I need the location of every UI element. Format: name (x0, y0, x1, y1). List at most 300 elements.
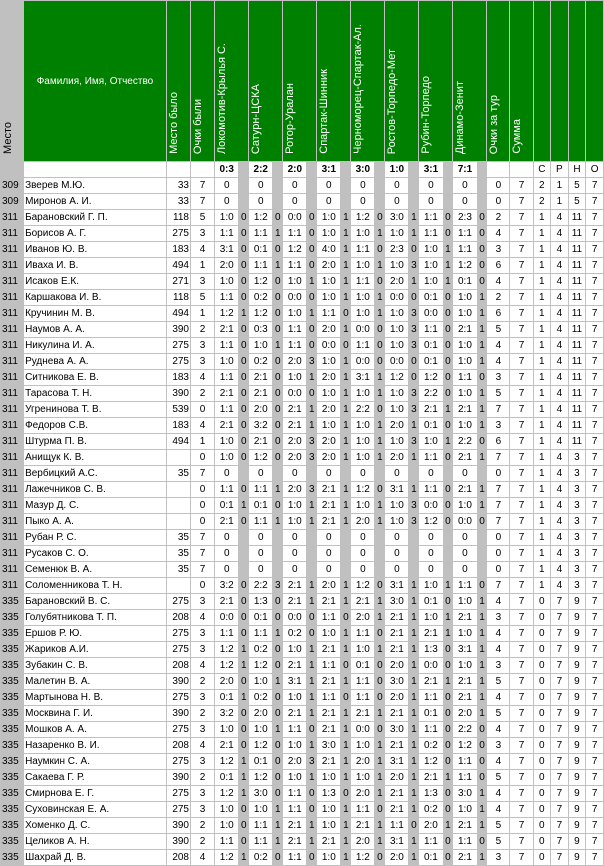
prediction-cell: 1:0 (317, 290, 341, 306)
sum-cell: 7 (510, 754, 533, 770)
prediction-cell: 0 (215, 194, 239, 210)
stat-n-cell: 9 (568, 754, 586, 770)
tour-points-cell: 7 (487, 402, 510, 418)
name-cell: Федоров С.В. (24, 418, 167, 434)
prediction-cell: 1:0 (215, 722, 239, 738)
was-place-cell: 35 (166, 530, 190, 546)
prediction-points-cell: 0 (443, 738, 453, 754)
header-sum: Сумма (510, 1, 533, 162)
stat-n-cell: 5 (568, 178, 586, 194)
name-cell: Суховинская Е. А. (24, 802, 167, 818)
place-cell: 335 (1, 850, 24, 866)
prediction-points-cell: 0 (239, 290, 249, 306)
name-cell: Барановский В. С. (24, 594, 167, 610)
prediction-points-cell: 1 (307, 578, 317, 594)
prediction-points-cell: 3 (409, 434, 419, 450)
prediction-cell: 1:2 (249, 274, 273, 290)
sum-cell: 7 (510, 370, 533, 386)
was-points-cell: 2 (191, 834, 215, 850)
was-points-cell: 1 (191, 258, 215, 274)
was-points-cell: 7 (191, 546, 215, 562)
stat-o-cell: 7 (586, 386, 604, 402)
prediction-cell: 2:2 (419, 386, 443, 402)
tour-points-cell: 3 (487, 242, 510, 258)
prediction-cell: 0 (283, 466, 307, 482)
stat-n-cell: 11 (568, 338, 586, 354)
stat-r-cell: 7 (551, 802, 569, 818)
was-place-cell: 390 (166, 818, 190, 834)
prediction-points-cell (375, 178, 385, 194)
prediction-points-cell: 0 (443, 786, 453, 802)
prediction-cell: 1:2 (249, 738, 273, 754)
prediction-points-cell: 0 (443, 386, 453, 402)
stat-s-cell: 1 (533, 354, 551, 370)
prediction-cell: 1:2 (351, 210, 375, 226)
prediction-cell: 1:2 (249, 658, 273, 674)
prediction-cell: 1:1 (419, 722, 443, 738)
prediction-cell: 0 (385, 530, 409, 546)
stat-o-cell: 7 (586, 498, 604, 514)
name-cell: Ершов Р. Ю. (24, 626, 167, 642)
prediction-cell: 1:1 (215, 402, 239, 418)
prediction-points-cell: 1 (477, 690, 487, 706)
prediction-cell: 3:1 (351, 370, 375, 386)
stat-s-cell: 1 (533, 322, 551, 338)
sum-cell: 7 (510, 290, 533, 306)
prediction-cell: 0 (453, 562, 477, 578)
stat-o-cell: 7 (586, 258, 604, 274)
prediction-points-cell: 1 (477, 658, 487, 674)
prediction-points-cell: 0 (239, 402, 249, 418)
stat-r-cell: 7 (551, 610, 569, 626)
prediction-points-cell: 0 (239, 210, 249, 226)
prediction-points-cell: 1 (307, 690, 317, 706)
prediction-points-cell: 0 (273, 290, 283, 306)
place-cell: 311 (1, 338, 24, 354)
prediction-cell: 0:2 (249, 290, 273, 306)
stat-n-cell: 11 (568, 322, 586, 338)
stat-r-cell: 4 (551, 546, 569, 562)
stat-r-cell: 1 (551, 178, 569, 194)
prediction-points-cell (273, 178, 283, 194)
prediction-points-cell: 0 (341, 338, 351, 354)
prediction-points-cell: 0 (307, 338, 317, 354)
prediction-cell: 1:0 (317, 626, 341, 642)
prediction-points-cell: 0 (273, 354, 283, 370)
prediction-cell: 3:2 (215, 706, 239, 722)
prediction-cell: 1:1 (419, 322, 443, 338)
prediction-cell: 2:3 (385, 242, 409, 258)
prediction-cell: 2:0 (453, 706, 477, 722)
stat-o-cell: 7 (586, 626, 604, 642)
prediction-cell: 2:0 (317, 450, 341, 466)
stat-o-cell: 7 (586, 738, 604, 754)
prediction-cell: 1:0 (317, 418, 341, 434)
tour-points-cell: 2 (487, 290, 510, 306)
prediction-cell: 2:0 (317, 258, 341, 274)
prediction-points-cell: 0 (375, 802, 385, 818)
separator (239, 162, 249, 178)
prediction-cell: 1:1 (215, 482, 239, 498)
tour-points-cell: 4 (487, 642, 510, 658)
table-row (1, 770, 604, 786)
prediction-points-cell: 1 (375, 434, 385, 450)
prediction-cell: 1:0 (419, 258, 443, 274)
prediction-cell: 2:1 (283, 834, 307, 850)
prediction-points-cell: 1 (409, 738, 419, 754)
separator (307, 162, 317, 178)
prediction-points-cell: 1 (273, 626, 283, 642)
stat-n-cell: 9 (568, 850, 586, 866)
stat-n-cell: 11 (568, 386, 586, 402)
prediction-cell: 1:1 (215, 338, 239, 354)
prediction-cell: 0 (419, 562, 443, 578)
stat-s-cell: 2 (533, 194, 551, 210)
prediction-cell: 1:0 (453, 338, 477, 354)
prediction-points-cell: 1 (409, 210, 419, 226)
prediction-cell: 0:0 (419, 306, 443, 322)
prediction-points-cell: 0 (273, 242, 283, 258)
prediction-cell: 1:0 (249, 802, 273, 818)
stat-o-cell: 7 (586, 658, 604, 674)
prediction-cell: 1:1 (351, 690, 375, 706)
was-points-cell: 1 (191, 306, 215, 322)
was-points-cell: 0 (191, 578, 215, 594)
prediction-cell: 1:1 (283, 322, 307, 338)
stat-header-r: Р (551, 162, 569, 178)
tour-points-cell: 4 (487, 626, 510, 642)
table-row (1, 258, 604, 274)
tour-points-cell: 5 (487, 818, 510, 834)
table-row (1, 610, 604, 626)
stat-o-cell: 7 (586, 418, 604, 434)
prediction-points-cell: 0 (375, 338, 385, 354)
prediction-cell: 1:0 (453, 306, 477, 322)
header-match-1: Локомотив-Крылья С. (215, 1, 249, 162)
prediction-cell: 0:0 (283, 610, 307, 626)
prediction-cell: 1:1 (317, 658, 341, 674)
prediction-points-cell: 0 (273, 642, 283, 658)
tour-points-cell: 4 (487, 786, 510, 802)
table-row (1, 722, 604, 738)
prediction-points-cell: 1 (239, 690, 249, 706)
prediction-points-cell: 1 (273, 674, 283, 690)
was-place-cell: 275 (166, 594, 190, 610)
prediction-points-cell: 1 (307, 370, 317, 386)
stat-r-cell: 4 (551, 322, 569, 338)
prediction-points-cell: 1 (443, 610, 453, 626)
stat-o-cell: 7 (586, 754, 604, 770)
prediction-points-cell: 0 (443, 594, 453, 610)
prediction-points-cell (307, 178, 317, 194)
prediction-points-cell (409, 546, 419, 562)
was-place-cell (166, 450, 190, 466)
prediction-points-cell: 0 (443, 482, 453, 498)
prediction-cell: 0:0 (283, 386, 307, 402)
prediction-points-cell (375, 466, 385, 482)
stat-s-cell: 1 (533, 242, 551, 258)
prediction-points-cell: 1 (375, 514, 385, 530)
stat-r-cell: 4 (551, 258, 569, 274)
name-cell: Мошков А. А. (24, 722, 167, 738)
prediction-cell: 1:0 (351, 738, 375, 754)
prediction-cell: 1:0 (249, 674, 273, 690)
stat-r-cell: 7 (551, 738, 569, 754)
table-row (1, 450, 604, 466)
prediction-cell: 2:2 (249, 578, 273, 594)
prediction-cell: 0:1 (215, 770, 239, 786)
was-place-cell: 275 (166, 690, 190, 706)
prediction-cell: 2:1 (385, 706, 409, 722)
prediction-points-cell: 1 (341, 850, 351, 866)
stat-o-cell: 7 (586, 434, 604, 450)
place-cell: 311 (1, 418, 24, 434)
was-place-cell: 33 (166, 194, 190, 210)
prediction-points-cell: 0 (307, 610, 317, 626)
name-cell: Борисов А. Г. (24, 226, 167, 242)
prediction-cell: 0:1 (419, 418, 443, 434)
prediction-points-cell (239, 466, 249, 482)
was-points-cell: 0 (191, 402, 215, 418)
prediction-points-cell: 0 (477, 834, 487, 850)
prediction-cell: 1:0 (385, 338, 409, 354)
prediction-cell: 3:1 (283, 674, 307, 690)
prediction-cell: 1:2 (419, 370, 443, 386)
stat-o-cell: 7 (586, 578, 604, 594)
prediction-cell: 1:0 (283, 642, 307, 658)
was-points-cell: 0 (191, 482, 215, 498)
prediction-cell: 1:0 (351, 226, 375, 242)
prediction-points-cell: 0 (375, 322, 385, 338)
stat-o-cell: 7 (586, 290, 604, 306)
prediction-cell: 0:0 (317, 338, 341, 354)
was-points-cell: 3 (191, 226, 215, 242)
stat-s-cell: 1 (533, 338, 551, 354)
place-cell: 335 (1, 706, 24, 722)
prediction-points-cell: 1 (239, 786, 249, 802)
prediction-cell: 2:0 (215, 674, 239, 690)
table-row (1, 242, 604, 258)
stat-r-cell: 7 (551, 642, 569, 658)
place-cell: 311 (1, 210, 24, 226)
was-points-cell: 0 (191, 450, 215, 466)
prediction-points-cell: 0 (307, 386, 317, 402)
tour-points-cell: 6 (487, 306, 510, 322)
prediction-points-cell: 0 (443, 514, 453, 530)
prediction-cell: 1:0 (351, 290, 375, 306)
prediction-cell: 2:0 (317, 434, 341, 450)
stat-s-cell: 0 (533, 738, 551, 754)
name-cell: Угренинова Т. В. (24, 402, 167, 418)
prediction-cell: 0 (419, 530, 443, 546)
stat-o-cell: 7 (586, 722, 604, 738)
prediction-points-cell: 1 (477, 802, 487, 818)
prediction-points-cell: 1 (477, 418, 487, 434)
stat-n-cell: 3 (568, 578, 586, 594)
prediction-points-cell: 0 (341, 610, 351, 626)
prediction-cell: 0 (283, 546, 307, 562)
prediction-points-cell: 1 (341, 498, 351, 514)
tour-points-cell: 5 (487, 770, 510, 786)
prediction-points-cell (307, 194, 317, 210)
prediction-cell: 1:2 (215, 658, 239, 674)
prediction-points-cell: 1 (409, 642, 419, 658)
prediction-points-cell: 1 (477, 626, 487, 642)
prediction-points-cell: 1 (341, 418, 351, 434)
sum-cell: 7 (510, 514, 533, 530)
sum-cell: 7 (510, 706, 533, 722)
prediction-cell: 1:1 (385, 818, 409, 834)
prediction-points-cell: 1 (375, 386, 385, 402)
prediction-points-cell: 1 (409, 722, 419, 738)
prediction-points-cell: 0 (443, 290, 453, 306)
table-row (1, 418, 604, 434)
prediction-cell: 2:1 (453, 450, 477, 466)
table-row (1, 674, 604, 690)
match-result: 2:2 (249, 162, 273, 178)
sum-cell: 7 (510, 850, 533, 866)
was-points-cell: 7 (191, 194, 215, 210)
prediction-cell: 0:1 (453, 274, 477, 290)
prediction-cell: 1:0 (215, 210, 239, 226)
prediction-cell: 2:0 (351, 834, 375, 850)
prediction-points-cell: 1 (409, 274, 419, 290)
place-cell: 311 (1, 290, 24, 306)
prediction-points-cell: 1 (307, 770, 317, 786)
prediction-cell: 2:1 (249, 386, 273, 402)
prediction-cell: 1:0 (351, 434, 375, 450)
sum-cell: 7 (510, 770, 533, 786)
prediction-cell: 0 (385, 466, 409, 482)
prediction-cell: 2:1 (385, 610, 409, 626)
prediction-points-cell: 0 (375, 850, 385, 866)
prediction-cell: 3:1 (453, 642, 477, 658)
prediction-points-cell: 3 (307, 754, 317, 770)
prediction-cell: 2:0 (385, 690, 409, 706)
stat-r-cell: 1 (551, 194, 569, 210)
prediction-points-cell: 1 (341, 386, 351, 402)
prediction-points-cell: 0 (273, 370, 283, 386)
place-cell: 311 (1, 530, 24, 546)
place-cell: 311 (1, 402, 24, 418)
prediction-points-cell: 0 (239, 226, 249, 242)
prediction-points-cell: 1 (443, 402, 453, 418)
prediction-points-cell: 0 (239, 706, 249, 722)
prediction-cell: 1:1 (215, 370, 239, 386)
stat-r-cell: 4 (551, 210, 569, 226)
prediction-points-cell: 0 (239, 802, 249, 818)
prediction-points-cell: 0 (239, 818, 249, 834)
place-cell: 311 (1, 370, 24, 386)
tour-points-cell: 5 (487, 674, 510, 690)
prediction-points-cell: 1 (341, 802, 351, 818)
stat-r-cell: 7 (551, 818, 569, 834)
prediction-points-cell: 0 (443, 498, 453, 514)
prediction-points-cell: 0 (443, 850, 453, 866)
stat-r-cell: 4 (551, 562, 569, 578)
was-place-cell (166, 498, 190, 514)
prediction-points-cell: 0 (443, 226, 453, 242)
header-stat-blank (568, 1, 586, 162)
was-place-cell: 33 (166, 178, 190, 194)
stat-o-cell: 7 (586, 546, 604, 562)
place-cell: 311 (1, 242, 24, 258)
prediction-points-cell: 0 (477, 738, 487, 754)
stat-n-cell: 3 (568, 450, 586, 466)
prediction-cell: 1:1 (453, 242, 477, 258)
sum-cell: 7 (510, 354, 533, 370)
prediction-points-cell: 1 (409, 482, 419, 498)
prediction-cell: 0 (351, 546, 375, 562)
results-row-blank (24, 162, 167, 178)
tour-points-cell: 5 (487, 706, 510, 722)
stat-s-cell: 0 (533, 722, 551, 738)
prediction-points-cell: 1 (477, 482, 487, 498)
prediction-points-cell (239, 530, 249, 546)
prediction-cell: 2:1 (351, 594, 375, 610)
prediction-points-cell: 3 (409, 402, 419, 418)
stat-r-cell: 4 (551, 450, 569, 466)
name-cell: Сакаева Г. Р. (24, 770, 167, 786)
prediction-cell: 1:1 (419, 482, 443, 498)
prediction-points-cell: 1 (273, 722, 283, 738)
prediction-points-cell: 0 (273, 786, 283, 802)
prediction-cell: 0 (351, 466, 375, 482)
stat-o-cell: 7 (586, 610, 604, 626)
table-row (1, 338, 604, 354)
prediction-points-cell: 0 (477, 258, 487, 274)
name-cell: Руднева А. А. (24, 354, 167, 370)
stat-o-cell: 7 (586, 674, 604, 690)
prediction-points-cell (477, 466, 487, 482)
table-row (1, 754, 604, 770)
prediction-cell: 1:3 (317, 786, 341, 802)
stat-s-cell: 1 (533, 226, 551, 242)
prediction-cell: 0:1 (249, 610, 273, 626)
prediction-points-cell: 0 (273, 770, 283, 786)
prediction-cell: 2:0 (385, 450, 409, 466)
prediction-cell: 0 (215, 546, 239, 562)
place-cell: 311 (1, 482, 24, 498)
tour-points-cell: 4 (487, 754, 510, 770)
prediction-cell: 3:2 (215, 578, 239, 594)
prediction-points-cell: 1 (341, 434, 351, 450)
stat-r-cell: 4 (551, 434, 569, 450)
stat-n-cell: 11 (568, 418, 586, 434)
table-row (1, 706, 604, 722)
prediction-cell: 0:0 (419, 658, 443, 674)
name-cell: Анищук К. В. (24, 450, 167, 466)
stat-s-cell: 0 (533, 770, 551, 786)
prediction-points-cell (409, 178, 419, 194)
prediction-points-cell: 1 (341, 626, 351, 642)
prediction-points-cell: 0 (307, 226, 317, 242)
stat-s-cell: 1 (533, 418, 551, 434)
sum-cell: 7 (510, 466, 533, 482)
was-points-cell: 2 (191, 386, 215, 402)
prediction-cell: 1:0 (283, 738, 307, 754)
prediction-points-cell: 1 (307, 642, 317, 658)
was-place-cell: 35 (166, 562, 190, 578)
prediction-cell: 1:0 (419, 578, 443, 594)
prediction-points-cell: 1 (409, 450, 419, 466)
prediction-points-cell (341, 466, 351, 482)
prediction-points-cell: 1 (443, 242, 453, 258)
prediction-points-cell (443, 466, 453, 482)
prediction-cell: 2:1 (419, 674, 443, 690)
stat-o-cell: 7 (586, 850, 604, 866)
prediction-cell: 1:0 (453, 290, 477, 306)
